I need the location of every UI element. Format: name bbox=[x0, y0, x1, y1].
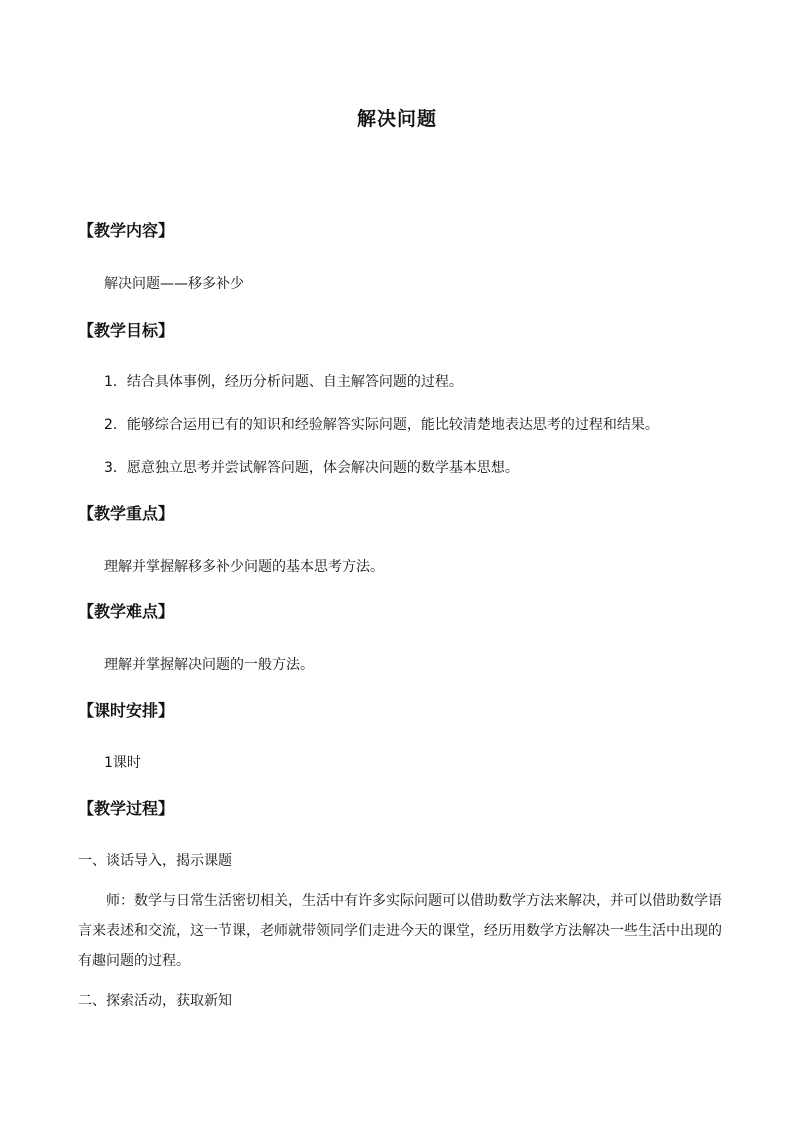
heading-difficulties: 【教学难点】 bbox=[78, 602, 175, 621]
process-step-1-text: 师：数学与日常生活密切相关，生活中有许多实际问题可以借助数学方法来解决，并可以借助数学语言来表述和交流，这一节课，老师就带领同学们走进今天的课堂，经历用数学方法解决一些生活中出现的有趣问题的过程。 bbox=[78, 893, 722, 969]
heading-teaching-content: 【教学内容】 bbox=[78, 221, 175, 240]
heading-key-points: 【教学重点】 bbox=[78, 504, 175, 523]
document-title: 解决问题 bbox=[356, 108, 437, 130]
difficulties-text: 理解并掌握解决问题的一般方法。 bbox=[104, 657, 314, 673]
heading-schedule: 【课时安排】 bbox=[78, 701, 175, 720]
process-step-1-title: 一、谈话导入，揭示课题 bbox=[78, 853, 232, 869]
process-step-2-title: 二、探索活动，获取新知 bbox=[78, 993, 232, 1009]
goal-item-3: 3．愿意独立思考并尝试解答问题，体会解决问题的数学基本思想。 bbox=[104, 460, 519, 476]
goal-item-1: 1．结合具体事例，经历分析问题、自主解答问题的过程。 bbox=[104, 374, 463, 390]
key-points-text: 理解并掌握解移多补少问题的基本思考方法。 bbox=[104, 559, 384, 575]
teaching-content-text: 解决问题——移多补少 bbox=[104, 276, 244, 292]
heading-teaching-process: 【教学过程】 bbox=[78, 799, 175, 818]
goal-item-2: 2．能够综合运用已有的知识和经验解答实际问题，能比较清楚地表达思考的过程和结果。 bbox=[104, 417, 659, 433]
heading-teaching-goals: 【教学目标】 bbox=[78, 321, 175, 340]
schedule-text: 1课时 bbox=[104, 755, 141, 771]
